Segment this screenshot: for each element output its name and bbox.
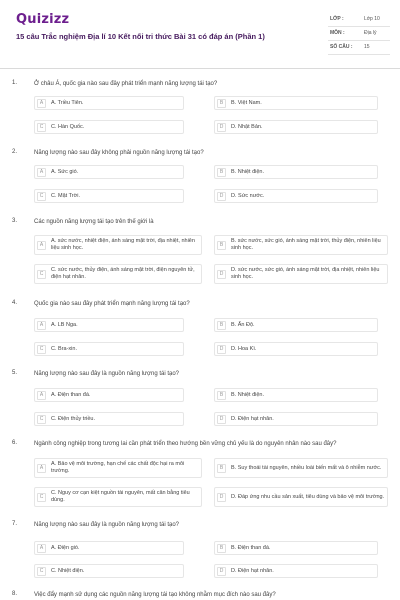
option-a[interactable] bbox=[34, 165, 184, 179]
option-text: D. Điện hạt nhân. bbox=[231, 415, 274, 422]
option-d[interactable] bbox=[214, 412, 378, 426]
option-b[interactable] bbox=[214, 318, 378, 332]
option-text: B. Việt Nam. bbox=[231, 99, 262, 106]
option-b[interactable] bbox=[214, 235, 388, 255]
option-text: C. Hàn Quốc. bbox=[51, 123, 85, 130]
question-number: 8. bbox=[12, 591, 18, 597]
meta-label: LỚP : bbox=[330, 16, 344, 22]
option-b[interactable] bbox=[214, 541, 378, 555]
option-b[interactable] bbox=[214, 96, 378, 110]
option-letter: A bbox=[37, 99, 46, 108]
option-letter: C bbox=[37, 567, 46, 576]
option-letter: A bbox=[37, 544, 46, 553]
meta-value: 15 bbox=[364, 44, 370, 50]
option-letter: D bbox=[217, 493, 226, 502]
question-number: 7. bbox=[12, 521, 18, 527]
option-letter: C bbox=[37, 192, 46, 201]
meta-value: Lớp 10 bbox=[364, 16, 380, 22]
option-b[interactable] bbox=[214, 458, 388, 478]
option-text: B. Nhiệt điện. bbox=[231, 391, 265, 398]
option-letter: C bbox=[37, 123, 46, 132]
option-letter: B bbox=[217, 391, 226, 400]
option-text: A. Điện gió. bbox=[51, 544, 80, 551]
question-text: Việc đẩy mạnh sử dụng các nguồn năng lượng tái tạo không nhằm mục đích nào sau đây? bbox=[34, 592, 276, 598]
option-d[interactable] bbox=[214, 120, 378, 134]
option-a[interactable] bbox=[34, 388, 184, 402]
option-text: C. Điện thủy triều. bbox=[51, 415, 96, 422]
option-letter: A bbox=[37, 464, 46, 473]
option-text: D. Nhật Bản. bbox=[231, 123, 263, 130]
option-letter: A bbox=[37, 321, 46, 330]
question-text: Năng lượng nào sau đây không phải nguồn năng lượng tái tạo? bbox=[34, 150, 204, 156]
option-letter: D bbox=[217, 192, 226, 201]
question-text: Các nguồn năng lượng tái tạo trên thế giới là bbox=[34, 219, 154, 225]
option-letter: A bbox=[37, 241, 46, 250]
meta-row-count bbox=[328, 41, 390, 55]
option-c[interactable] bbox=[34, 564, 184, 578]
question-number: 2. bbox=[12, 149, 18, 155]
option-b[interactable] bbox=[214, 165, 378, 179]
option-letter: C bbox=[37, 345, 46, 354]
option-b[interactable] bbox=[214, 388, 378, 402]
option-letter: B bbox=[217, 241, 226, 250]
meta-row-subject bbox=[328, 27, 390, 41]
option-text: A. Sức gió. bbox=[51, 168, 79, 175]
option-letter: B bbox=[217, 168, 226, 177]
option-text: B. Suy thoái tài nguyên, nhiều loài biến mất và ô nhiễm nước. bbox=[231, 464, 382, 471]
meta-value: Địa lý bbox=[364, 30, 377, 36]
question-number: 5. bbox=[12, 370, 18, 376]
page-header bbox=[0, 0, 400, 70]
option-letter: D bbox=[217, 345, 226, 354]
header-divider bbox=[0, 68, 400, 69]
option-text: C. sức nước, thủy điện, ánh sáng mặt trời, điện nguyên tử, điện hạt nhân. bbox=[51, 267, 195, 280]
question-text: Năng lượng nào sau đây là nguồn năng lượng tái tạo? bbox=[34, 371, 180, 377]
option-letter: B bbox=[217, 99, 226, 108]
option-text: A. Điện than đá. bbox=[51, 391, 91, 398]
option-d[interactable] bbox=[214, 342, 378, 356]
option-text: A. Bảo vệ môi trường, hạn chế các chất độc hại ra môi trường. bbox=[51, 461, 185, 474]
option-c[interactable] bbox=[34, 487, 202, 507]
option-letter: D bbox=[217, 270, 226, 279]
option-a[interactable] bbox=[34, 235, 202, 255]
option-text: B. Nhiệt điện. bbox=[231, 168, 265, 175]
question-text: Năng lượng nào sau đây là nguồn năng lượng tái tạo? bbox=[34, 522, 180, 528]
option-letter: B bbox=[217, 544, 226, 553]
option-letter: C bbox=[37, 270, 46, 279]
option-text: D. sức nước, sức gió, ánh sáng mặt trời, địa nhiệt, nhiên liệu sinh học. bbox=[231, 267, 380, 280]
option-letter: C bbox=[37, 415, 46, 424]
option-text: D. Sức nước. bbox=[231, 192, 265, 199]
option-letter: D bbox=[217, 123, 226, 132]
option-text: C. Nhiệt điện. bbox=[51, 567, 85, 574]
meta-row-class bbox=[328, 13, 390, 27]
option-c[interactable] bbox=[34, 264, 202, 284]
quizizz-logo: Quizizz bbox=[16, 12, 70, 27]
option-c[interactable] bbox=[34, 189, 184, 203]
option-text: A. LB Nga. bbox=[51, 321, 78, 328]
option-d[interactable] bbox=[214, 564, 378, 578]
option-text: D. Đáp ứng nhu cầu sản xuất, tiêu dùng và bảo vệ môi trường. bbox=[231, 493, 385, 500]
option-a[interactable] bbox=[34, 96, 184, 110]
option-text: B. Ấn Độ. bbox=[231, 321, 255, 328]
option-text: B. sức nước, sức gió, ánh sáng mặt trời, thủy điện, nhiên liệu sinh học. bbox=[231, 238, 381, 251]
option-letter: C bbox=[37, 493, 46, 502]
question-text: Ngành công nghiệp trong tương lai cần phát triển theo hướng bền vững chủ yếu là do nguyên nhân nào sau đây? bbox=[34, 441, 337, 447]
meta-label: MÔN : bbox=[330, 30, 345, 36]
option-letter: A bbox=[37, 391, 46, 400]
question-text: Ở châu Á, quốc gia nào sau đây phát triển mạnh năng lượng tái tạo? bbox=[34, 81, 218, 87]
option-letter: B bbox=[217, 321, 226, 330]
option-d[interactable] bbox=[214, 487, 388, 507]
question-number: 1. bbox=[12, 80, 18, 86]
question-text: Quốc gia nào sau đây phát triển mạnh năng lượng tái tạo? bbox=[34, 301, 190, 307]
question-number: 3. bbox=[12, 218, 18, 224]
option-c[interactable] bbox=[34, 412, 184, 426]
option-letter: D bbox=[217, 415, 226, 424]
option-text: D. Hoa Kì. bbox=[231, 345, 257, 352]
option-text: A. sức nước, nhiệt điện, ánh sáng mặt trời, địa nhiệt, nhiên liệu sinh học. bbox=[51, 238, 195, 251]
option-a[interactable] bbox=[34, 458, 202, 478]
option-c[interactable] bbox=[34, 342, 184, 356]
option-a[interactable] bbox=[34, 541, 184, 555]
option-letter: A bbox=[37, 168, 46, 177]
option-text: C. Nguy cơ cạn kiệt nguồn tài nguyên, mất cân bằng tiêu dùng. bbox=[51, 490, 190, 503]
page-title: 15 câu Trắc nghiệm Địa lí 10 Kết nối tri thức Bài 31 có đáp án (Phần 1) bbox=[16, 32, 265, 41]
option-a[interactable] bbox=[34, 318, 184, 332]
question-number: 4. bbox=[12, 300, 18, 306]
option-d[interactable] bbox=[214, 189, 378, 203]
option-d[interactable] bbox=[214, 264, 388, 284]
option-letter: B bbox=[217, 464, 226, 473]
option-text: C. Bra-xin. bbox=[51, 345, 77, 352]
option-text: C. Mặt Trời. bbox=[51, 192, 80, 199]
question-number: 6. bbox=[12, 440, 18, 446]
option-text: B. Điện than đá. bbox=[231, 544, 271, 551]
option-letter: D bbox=[217, 567, 226, 576]
option-c[interactable] bbox=[34, 120, 184, 134]
option-text: A. Triều Tiên. bbox=[51, 99, 84, 106]
option-text: D. Điện hạt nhân. bbox=[231, 567, 274, 574]
meta-label: SỐ CÂU : bbox=[330, 44, 353, 50]
